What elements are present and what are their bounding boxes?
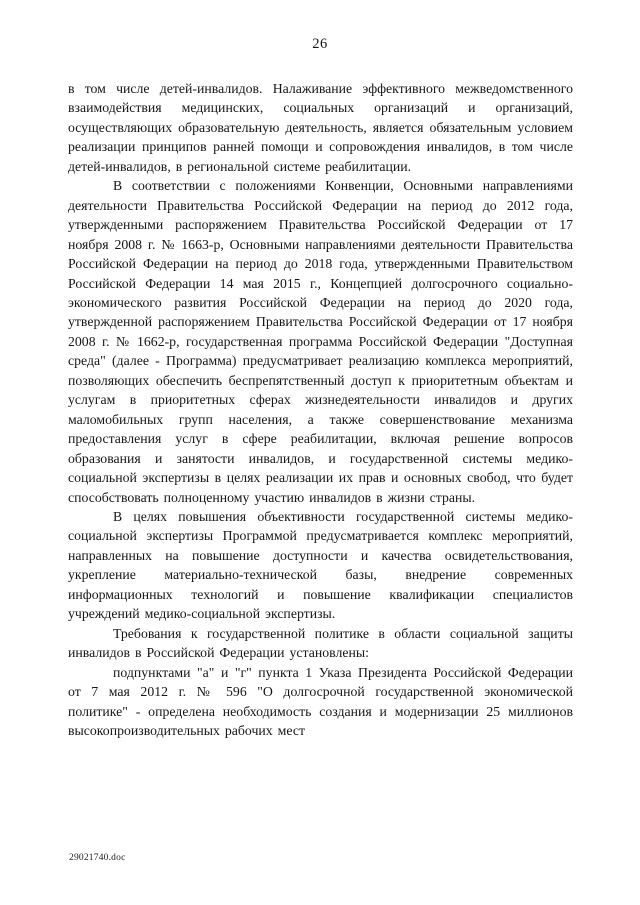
document-body [68, 79, 573, 740]
paragraph: подпунктами "а" и "г" пункта 1 Указа Президента Российской Федерации от 7 мая 2012 г. № 596 "О долгосрочной государственной экономической политике" - определена необходимость создания и модернизации 25 миллионов высокопроизводительных рабочих мест [68, 664, 573, 738]
page-number: 26 [312, 36, 328, 52]
paragraph: В соответствии с положениями Конвенции, Основными направлениями деятельности Правительства Российской Федерации на период до 2012 года, утвержденными распоряжением Правительства Российской Федерации от 17 ноября 2008 г. № 1663-р, Основными направлениями деятельности Правительства Российской Федерации на период до 2018 года, утвержденными Правительством Российской Федерации 14 мая 2015 г., Концепцией долгосрочного социально-экономического развития Российской Федерации на период до 2020 года, утвержденной распоряжением Правительства Российской Федерации от 17 ноября 2008 г. № 1662-р, государственная программа Российской Федерации "Доступная среда" (далее - Программа) предусматривает реализацию комплекса мероприятий, позволяющих обеспечить беспрепятственный доступ к приоритетным объектам и услугам в приоритетных сферах жизнедеятельности инвалидов и других маломобильных групп населения, а также совершенствование механизма предоставления услуг в сфере реабилитации, включая решение вопросов образования и занятости инвалидов, и государственной системы медико-социальной экспертизы в целях реализации их прав и основных свобод, что будет способствовать полноценному участию инвалидов в жизни страны. [68, 178, 573, 505]
paragraph: В целях повышения объективности государственной системы медико-социальной экспертизы Программой предусматривается комплекс мероприятий, направленных на повышение доступности и качества освидетельствования, укрепление материально-технической базы, внедрение современных информационных технологий и повышение квалификации специалистов учреждений медико-социальной экспертизы. [68, 508, 573, 622]
paragraph: в том числе детей-инвалидов. Налаживание эффективного межведомственного взаимодействия медицинских, социальных организаций и организаций, осуществляющих образовательную деятельность, является обязательным условием реализации принципов ранней помощи и сопровождения инвалидов, в том числе детей-инвалидов, в региональной системе реабилитации. [68, 81, 573, 174]
footer-filename: 29021740.doc [69, 853, 126, 863]
paragraph: Требования к государственной политике в области социальной защиты инвалидов в Российской Федерации установлены: [68, 625, 573, 661]
